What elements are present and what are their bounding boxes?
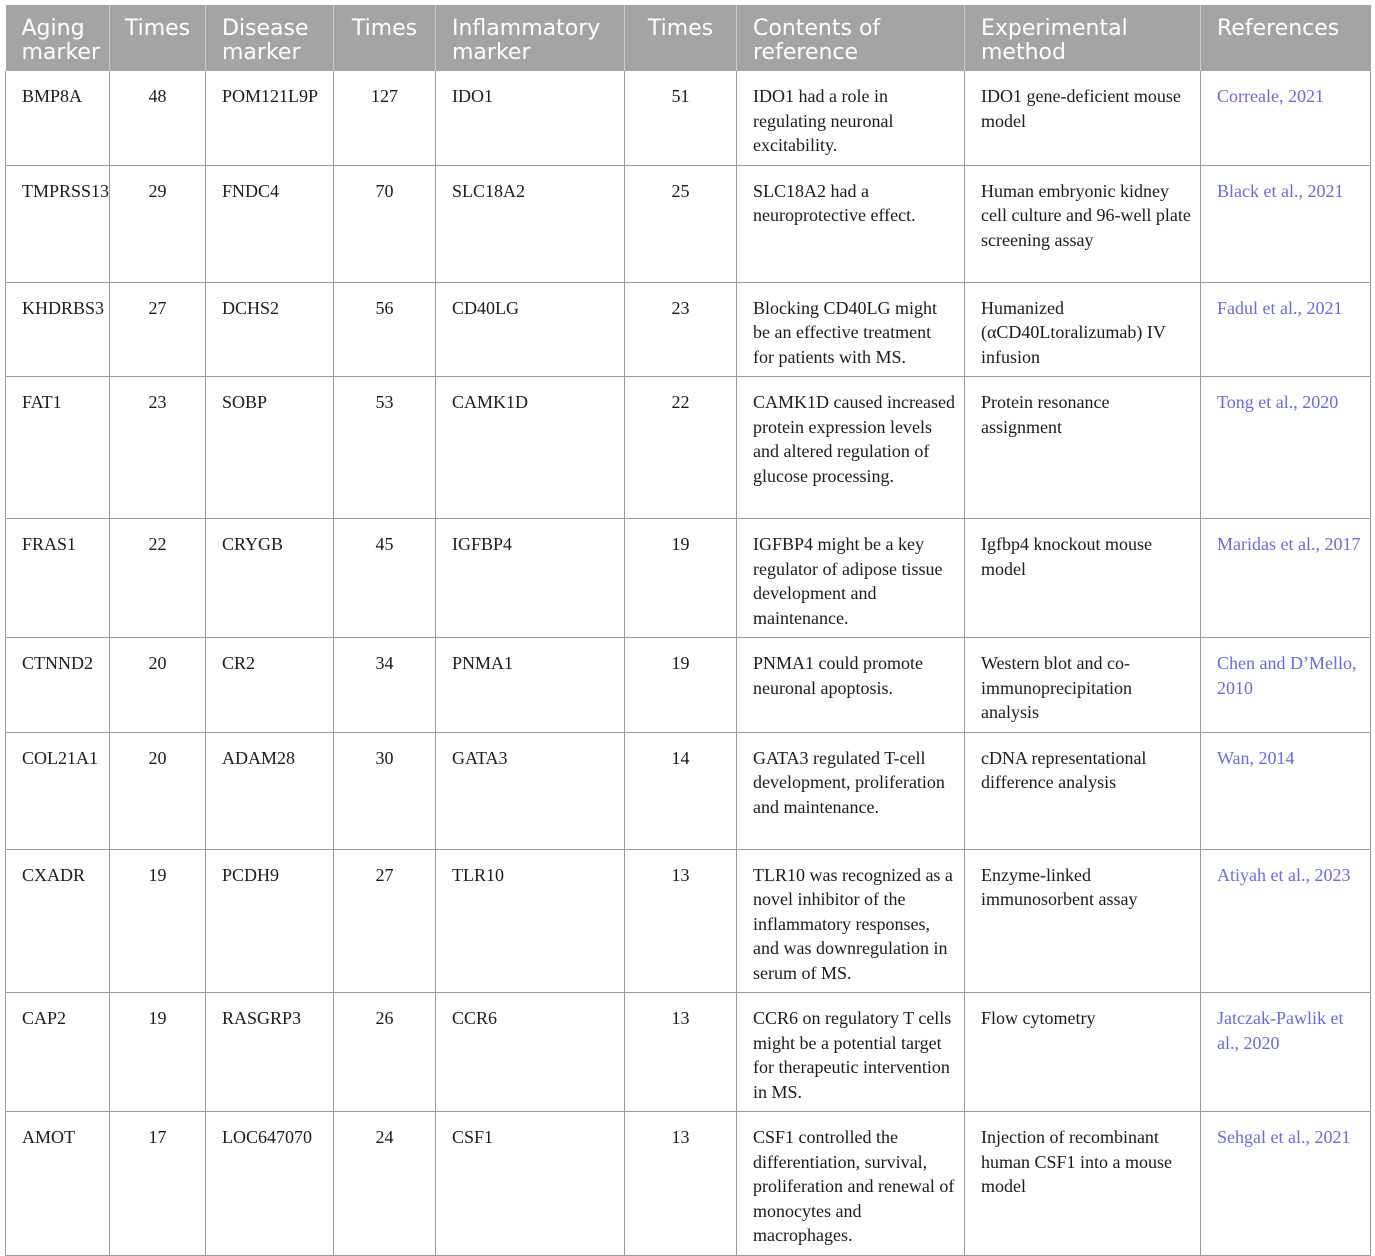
cell-reference-link[interactable]: Sehgal et al., 2021 xyxy=(1201,1112,1371,1256)
cell-aging-times: 27 xyxy=(110,282,206,377)
cell-experimental-method: Injection of recombinant human CSF1 into a mouse model xyxy=(965,1112,1201,1256)
cell-disease-times: 45 xyxy=(334,519,436,638)
cell-aging-times: 29 xyxy=(110,165,206,282)
table-row xyxy=(6,732,1371,849)
cell-inflammatory-marker: CSF1 xyxy=(436,1112,625,1256)
cell-disease-marker: FNDC4 xyxy=(206,165,334,282)
cell-disease-times: 30 xyxy=(334,732,436,849)
cell-aging-times: 23 xyxy=(110,377,206,519)
cell-disease-times: 53 xyxy=(334,377,436,519)
cell-aging-times: 20 xyxy=(110,638,206,733)
header-contents-of-reference: Contents of reference xyxy=(737,5,965,71)
cell-inflammatory-marker: GATA3 xyxy=(436,732,625,849)
header-references: References xyxy=(1201,5,1371,71)
markers-table xyxy=(5,5,1371,1256)
cell-disease-marker: ADAM28 xyxy=(206,732,334,849)
cell-reference-link[interactable]: Tong et al., 2020 xyxy=(1201,377,1371,519)
cell-reference-link[interactable]: Atiyah et al., 2023 xyxy=(1201,849,1371,993)
cell-inflammatory-times: 19 xyxy=(625,638,737,733)
header-inflammatory-marker: Inflammatory marker xyxy=(436,5,625,71)
cell-disease-times: 127 xyxy=(334,71,436,165)
cell-aging-times: 48 xyxy=(110,71,206,165)
cell-disease-marker: POM121L9P xyxy=(206,71,334,165)
cell-inflammatory-marker: CAMK1D xyxy=(436,377,625,519)
cell-disease-marker: SOBP xyxy=(206,377,334,519)
cell-aging-marker: CXADR xyxy=(6,849,110,993)
cell-disease-times: 26 xyxy=(334,993,436,1112)
cell-reference-link[interactable]: Chen and D’Mello, 2010 xyxy=(1201,638,1371,733)
cell-inflammatory-times: 51 xyxy=(625,71,737,165)
cell-experimental-method: cDNA representational difference analysis xyxy=(965,732,1201,849)
cell-inflammatory-times: 13 xyxy=(625,1112,737,1256)
cell-inflammatory-marker: CCR6 xyxy=(436,993,625,1112)
table-header xyxy=(6,5,1371,71)
cell-inflammatory-times: 13 xyxy=(625,849,737,993)
cell-aging-marker: AMOT xyxy=(6,1112,110,1256)
cell-inflammatory-marker: IDO1 xyxy=(436,71,625,165)
cell-contents-of-reference: CSF1 controlled the differentiation, survival, proliferation and renewal of monocytes and macrophages. xyxy=(737,1112,965,1256)
cell-reference-link[interactable]: Fadul et al., 2021 xyxy=(1201,282,1371,377)
cell-contents-of-reference: CCR6 on regulatory T cells might be a potential target for therapeutic intervention in MS. xyxy=(737,993,965,1112)
cell-experimental-method: Flow cytometry xyxy=(965,993,1201,1112)
cell-aging-marker: CAP2 xyxy=(6,993,110,1112)
cell-inflammatory-marker: IGFBP4 xyxy=(436,519,625,638)
cell-experimental-method: Protein resonance assignment xyxy=(965,377,1201,519)
cell-contents-of-reference: CAMK1D caused increased protein expression levels and altered regulation of glucose processing. xyxy=(737,377,965,519)
table-row xyxy=(6,377,1371,519)
cell-aging-marker: KHDRBS3 xyxy=(6,282,110,377)
cell-reference-link[interactable]: Maridas et al., 2017 xyxy=(1201,519,1371,638)
cell-disease-marker: CR2 xyxy=(206,638,334,733)
header-disease-times: Times xyxy=(334,5,436,71)
cell-disease-times: 70 xyxy=(334,165,436,282)
cell-experimental-method: Humanized (αCD40Ltoralizumab) IV infusion xyxy=(965,282,1201,377)
cell-experimental-method: Enzyme-linked immunosorbent assay xyxy=(965,849,1201,993)
cell-inflammatory-times: 25 xyxy=(625,165,737,282)
header-aging-times: Times xyxy=(110,5,206,71)
cell-aging-marker: COL21A1 xyxy=(6,732,110,849)
cell-contents-of-reference: SLC18A2 had a neuroprotective effect. xyxy=(737,165,965,282)
cell-disease-marker: CRYGB xyxy=(206,519,334,638)
cell-aging-marker: FAT1 xyxy=(6,377,110,519)
cell-contents-of-reference: IDO1 had a role in regulating neuronal excitability. xyxy=(737,71,965,165)
cell-inflammatory-marker: PNMA1 xyxy=(436,638,625,733)
table-row xyxy=(6,638,1371,733)
cell-disease-marker: PCDH9 xyxy=(206,849,334,993)
table-row xyxy=(6,282,1371,377)
cell-inflammatory-times: 23 xyxy=(625,282,737,377)
table-row xyxy=(6,993,1371,1112)
cell-inflammatory-marker: CD40LG xyxy=(436,282,625,377)
cell-experimental-method: Human embryonic kidney cell culture and 96-well plate screening assay xyxy=(965,165,1201,282)
cell-experimental-method: Western blot and co-immunoprecipitation analysis xyxy=(965,638,1201,733)
cell-aging-times: 22 xyxy=(110,519,206,638)
header-aging-marker: Aging marker xyxy=(6,5,110,71)
cell-aging-marker: TMPRSS13 xyxy=(6,165,110,282)
cell-disease-times: 34 xyxy=(334,638,436,733)
header-inflammatory-times: Times xyxy=(625,5,737,71)
cell-experimental-method: Igfbp4 knockout mouse model xyxy=(965,519,1201,638)
cell-reference-link[interactable]: Jatczak-Pawlik et al., 2020 xyxy=(1201,993,1371,1112)
cell-experimental-method: IDO1 gene-deficient mouse model xyxy=(965,71,1201,165)
header-row xyxy=(6,5,1371,71)
table-row xyxy=(6,1112,1371,1256)
table-row xyxy=(6,519,1371,638)
table-row xyxy=(6,849,1371,993)
cell-disease-times: 27 xyxy=(334,849,436,993)
cell-inflammatory-times: 14 xyxy=(625,732,737,849)
header-experimental-method: Experimental method xyxy=(965,5,1201,71)
cell-inflammatory-times: 22 xyxy=(625,377,737,519)
cell-contents-of-reference: TLR10 was recognized as a novel inhibitor of the inflammatory responses, and was downregulation in serum of MS. xyxy=(737,849,965,993)
cell-disease-marker: DCHS2 xyxy=(206,282,334,377)
cell-reference-link[interactable]: Correale, 2021 xyxy=(1201,71,1371,165)
table-row xyxy=(6,71,1371,165)
cell-aging-marker: CTNND2 xyxy=(6,638,110,733)
cell-inflammatory-times: 13 xyxy=(625,993,737,1112)
cell-disease-marker: LOC647070 xyxy=(206,1112,334,1256)
cell-contents-of-reference: IGFBP4 might be a key regulator of adipose tissue development and maintenance. xyxy=(737,519,965,638)
table-row xyxy=(6,165,1371,282)
cell-inflammatory-marker: SLC18A2 xyxy=(436,165,625,282)
cell-aging-times: 19 xyxy=(110,849,206,993)
cell-aging-times: 20 xyxy=(110,732,206,849)
cell-disease-marker: RASGRP3 xyxy=(206,993,334,1112)
cell-aging-marker: BMP8A xyxy=(6,71,110,165)
table-body xyxy=(6,71,1371,1255)
cell-contents-of-reference: GATA3 regulated T-cell development, proliferation and maintenance. xyxy=(737,732,965,849)
cell-disease-times: 56 xyxy=(334,282,436,377)
cell-disease-times: 24 xyxy=(334,1112,436,1256)
cell-reference-link[interactable]: Black et al., 2021 xyxy=(1201,165,1371,282)
cell-aging-marker: FRAS1 xyxy=(6,519,110,638)
cell-contents-of-reference: PNMA1 could promote neuronal apoptosis. xyxy=(737,638,965,733)
cell-contents-of-reference: Blocking CD40LG might be an effective treatment for patients with MS. xyxy=(737,282,965,377)
cell-aging-times: 17 xyxy=(110,1112,206,1256)
cell-reference-link[interactable]: Wan, 2014 xyxy=(1201,732,1371,849)
cell-inflammatory-times: 19 xyxy=(625,519,737,638)
header-disease-marker: Disease marker xyxy=(206,5,334,71)
cell-aging-times: 19 xyxy=(110,993,206,1112)
cell-inflammatory-marker: TLR10 xyxy=(436,849,625,993)
